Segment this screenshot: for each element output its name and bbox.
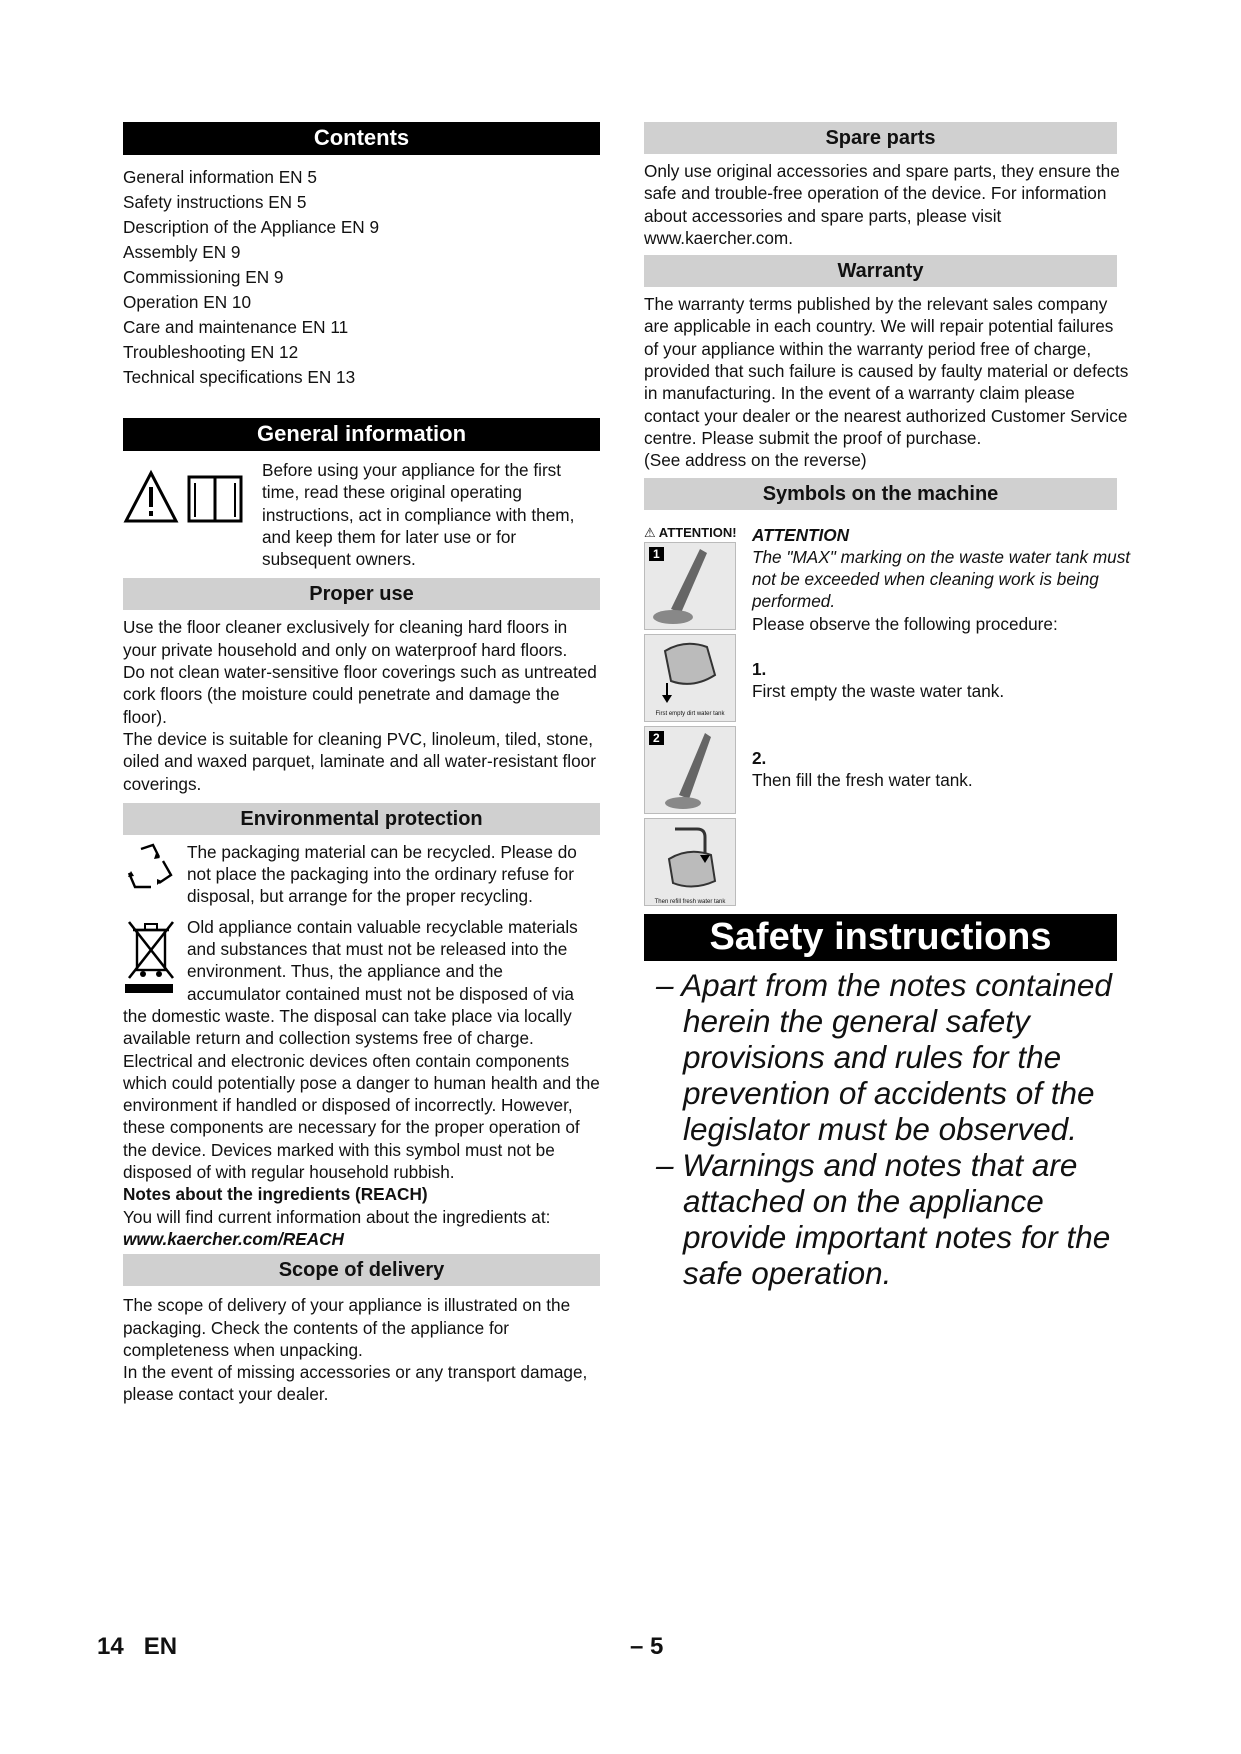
reach-title: Notes about the ingredients (REACH) <box>123 1184 428 1205</box>
scope-heading: Scope of delivery <box>123 1254 600 1286</box>
contents-item[interactable]: Technical specifications EN 13 <box>123 367 356 387</box>
contents-item[interactable]: Description of the Appliance EN 9 <box>123 217 380 237</box>
scope-body <box>123 1294 600 1405</box>
procedure-text: Please observe the following procedure: <box>752 613 1058 634</box>
recycle-text: The packaging material can be recycled. Please do not place the packaging into the ordinary refuse for disposal, but arrange for the proper recycling. <box>187 841 577 907</box>
fill-tank-icon <box>645 819 735 893</box>
contents-list <box>123 165 600 390</box>
attention-text: The "MAX" marking on the waste water tank must not be exceeded when cleaning work is being performed. <box>752 546 1131 612</box>
safety-heading: Safety instructions <box>644 914 1117 961</box>
proper-use-p1: Use the floor cleaner exclusively for cleaning hard floors in your private household and only on waterproof hard floors. <box>123 617 568 660</box>
safety-item: – Warnings and notes that are attached on the appliance provide important notes for the safe operation. <box>656 1146 1111 1291</box>
proper-use-heading: Proper use <box>123 578 600 610</box>
symbols-text <box>752 524 1132 792</box>
attention-title: ATTENTION <box>752 524 850 545</box>
symbol-images <box>644 524 752 906</box>
step1-text: First empty the waste water tank. <box>752 681 1005 702</box>
step1-number: 1. <box>752 659 767 680</box>
recycling-icon <box>123 841 179 893</box>
general-text: Before using your appliance for the first time, read these original operating instructions, act in compliance with them, and keep them for later use or for subsequent owners. <box>262 460 575 570</box>
left-column <box>123 122 600 1406</box>
proper-use-p2: Do not clean water-sensitive floor coverings such as untreated cork floors (the moisture could penetrate and damage the floor). <box>123 662 597 727</box>
warranty-note: (See address on the reverse) <box>644 450 867 471</box>
footer-page-number: 14 EN <box>97 1633 178 1660</box>
proper-use-p3: The device is suitable for cleaning PVC, linoleum, tiled, stone, oiled and waxed parquet, laminate and all water-resistant floor coverings. <box>123 728 596 794</box>
general-block <box>123 459 600 570</box>
scope-p1: The scope of delivery of your appliance is illustrated on the packaging. Check the contents of the appliance for completeness when unpacking. <box>123 1295 571 1360</box>
symbols-heading: Symbols on the machine <box>644 478 1117 510</box>
recycle-block <box>123 841 600 908</box>
crossed-bin-icon <box>123 916 179 994</box>
step2-number: 2. <box>752 747 767 768</box>
general-heading: General information <box>123 418 600 451</box>
contents-item[interactable]: Assembly EN 9 <box>123 242 241 262</box>
reach-link[interactable]: www.kaercher.com/REACH <box>123 1228 344 1249</box>
scope-p2: In the event of missing accessories or any transport damage, please contact your dealer. <box>123 1362 588 1405</box>
reach-text: You will find current information about the ingredients at: <box>123 1206 551 1227</box>
environment-body <box>123 841 600 1250</box>
contents-item[interactable]: Troubleshooting EN 12 <box>123 342 299 362</box>
step2-text: Then fill the fresh water tank. <box>752 769 973 790</box>
electronic-text: Electrical and electronic devices often contain components which could potentially pose a danger to human health and the environment if handled or disposed of incorrectly. However, these components are necessary for the proper operation of the device. Devices marked with this symbol must not be disposed of with regular household rubbish. <box>123 1050 600 1183</box>
contents-item[interactable]: General information EN 5 <box>123 167 317 187</box>
footer-local-page: – 5 <box>630 1633 664 1660</box>
environment-heading: Environmental protection <box>123 803 600 835</box>
spare-parts-heading: Spare parts <box>644 122 1117 154</box>
spare-parts-text: Only use original accessories and spare parts, they ensure the safe and trouble-free operation of the device. For information about accessories and spare parts, please visit www.kaercher.com. <box>644 161 1120 248</box>
contents-heading: Contents <box>123 122 600 155</box>
warning-triangle-book-icon <box>123 469 248 527</box>
warranty-text: The warranty terms published by the relevant sales company are applicable in each country. We will repair potential failures of your appliance within the warranty period free of charge, provided that such failure is caused by faulty material or defects in manufacturing. In the event of a warranty claim please contact your dealer or the nearest authorized Customer Service centre. Please submit the proof of purchase. <box>644 294 1129 448</box>
weee-block <box>123 916 600 1050</box>
warranty-heading: Warranty <box>644 255 1117 287</box>
weee-text: Old appliance contain valuable recyclable materials and substances that must not be released into the environment. Thus, the appliance and the accumulator contained must not be disposed of via the domestic waste. The disposal can take place via locally available return and collection systems free of charge. <box>123 916 578 1049</box>
symbol-image-2: First empty dirt water tank <box>644 634 736 722</box>
warning-manual-icons <box>123 459 262 532</box>
empty-tank-icon <box>645 635 735 705</box>
attention-badge: ⚠ ATTENTION! <box>644 524 737 540</box>
safety-item: – Apart from the notes contained herein the general safety provisions and rules for the prevention of accidents of the legislator must be observed. <box>656 966 1112 1147</box>
symbol-image-4: Then refill fresh water tank <box>644 818 736 906</box>
symbol-image-1: 1 <box>644 542 736 630</box>
warning-icon: ⚠ <box>644 524 656 540</box>
contents-item[interactable]: Operation EN 10 <box>123 292 252 312</box>
symbols-block <box>644 524 1132 906</box>
contents-item[interactable]: Care and maintenance EN 11 <box>123 317 349 337</box>
contents-item[interactable]: Commissioning EN 9 <box>123 267 284 287</box>
symbol-image-3: 2 <box>644 726 736 814</box>
contents-item[interactable]: Safety instructions EN 5 <box>123 192 307 212</box>
proper-use-body <box>123 616 600 794</box>
right-column <box>644 122 1132 1291</box>
safety-list <box>644 967 1132 1291</box>
